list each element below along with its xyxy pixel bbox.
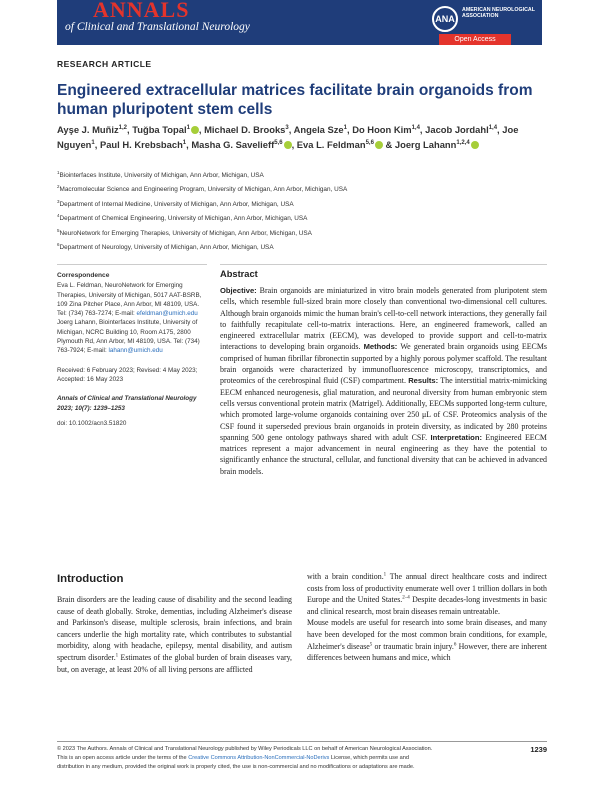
abstract-body <box>220 285 547 477</box>
citation-ref[interactable]: 2–4 <box>402 595 410 601</box>
citation-ref[interactable]: 5 <box>369 641 373 647</box>
author-name[interactable]: Masha G. Savelieff <box>191 138 275 150</box>
author-list: Ayşe J. Muñiz$^{1,2}$, Tuğba Topal$^1$ , Michael D. Brooks$^3$, Angela Sze$^1$, Do Hoon Kim$^{1,4}$, Jacob Jordahl$^{1,4}$, Joe Nguyen$^1$, Paul H. Krebsbach$^1$, Masha G. Savelieff$^{5,6}$ , Eva L. Feldman$^{5,6}$ & Joerg Lahann$^{1,2,4}$ <box>57 124 519 150</box>
orcid-icon[interactable] <box>375 141 383 149</box>
intro-paragraph-3: Mouse models are useful for research into some brain diseases, and many have been developed for the most common brain conditions, for example, Alzheimer's disease$^5$ or traumatic brain injury.$^6$ However, there are inherent differences between humans and mice, which <box>307 618 547 663</box>
license-link[interactable]: Creative Commons Attribution-NonCommercial-NoDerivs <box>188 755 330 762</box>
orcid-icon[interactable] <box>191 126 199 134</box>
email-link-feldman[interactable]: efeldman@umich.edu <box>136 310 198 318</box>
correspondence-sidebar <box>57 271 207 428</box>
citation: Annals of Clinical and Translational Neurology 2023; 10(7): 1239–1253 <box>57 395 197 412</box>
affiliation-item: $^1$Biointerfaces Institute, University of Michigan, Ann Arbor, Michigan, USA <box>57 170 264 180</box>
author-affiliation-sup: 1,4 <box>488 125 498 131</box>
journal-subtitle: of Clinical and Translational Neurology <box>65 21 250 33</box>
author-affiliation-sup: 1 <box>182 139 187 146</box>
citation-ref[interactable]: 1 <box>115 653 119 659</box>
affiliation-item: $^6$Department of Neurology, University of Michigan, Ann Arbor, Michigan, USA <box>57 242 274 252</box>
correspondence-feldman: Eva L. Feldman, NeuroNetwork for Emerging Therapies, University of Michigan, 5017 AAT-BSRB, 109 Zina Pitcher Place, Ann Arbor, MI 48109, USA. Tel: (734) 763-7274; E-mail: efeldman@umich.edu <box>57 282 202 318</box>
affiliation-item: $^5$NeuroNetwork for Emerging Therapies, University of Michigan, Ann Arbor, Michigan, USA <box>57 227 312 237</box>
interpretation-label: Interpretation: <box>430 432 482 442</box>
methods-text: We generated brain organoids using EECMs comprised of human fibrillar fibronectin supported by a highly porous polymer scaffold. The resultant brain organoids were characterized by immunofluorescence microscopy, transcriptomics, and proteomics of the cerebrospinal fluid (CSF) compartment. <box>220 342 547 386</box>
author-name[interactable]: Angela Sze <box>293 124 344 136</box>
correspondence-heading: Correspondence <box>57 272 110 279</box>
author-affiliation-sup: 1,2,4 <box>456 139 470 146</box>
affiliation-item: $^2$Macromolecular Science and Engineering Program, University of Michigan, Ann Arbor, Michigan, USA <box>57 184 348 194</box>
email-link-lahann[interactable]: lahann@umich.edu <box>108 347 163 355</box>
divider <box>57 264 207 265</box>
author-affiliation-sup: 1 <box>343 125 347 131</box>
orcid-icon[interactable] <box>284 141 292 149</box>
journal-banner <box>57 0 542 45</box>
author-name[interactable]: Michael D. Brooks <box>204 124 286 136</box>
page-number: 1239 <box>530 745 547 754</box>
author-affiliation-sup: 3 <box>285 125 289 131</box>
ana-logo-text: AMERICAN NEUROLOGICAL ASSOCIATION <box>462 7 535 19</box>
orcid-icon[interactable] <box>471 141 479 149</box>
intro-paragraph-2: with a brain condition.$^1$ The annual direct healthcare costs and indirect costs from loss of productivity enumerate well over 1 trillion dollars in both Europe and the United States.$^{2-4}$ Despite decades-long investments in basic and clinical research, most brain diseases remain untreatable. <box>307 572 548 616</box>
license-footer <box>57 745 497 773</box>
ana-logo[interactable] <box>432 6 536 34</box>
author-name[interactable]: Jacob Jordahl <box>425 124 489 136</box>
abstract-heading: Abstract <box>220 269 258 279</box>
results-label: Results: <box>408 376 439 386</box>
interpretation-text: Engineered EECM matrices represent a major advancement in neural engineering as they have the potential to significantly enhance the structural, cellular, and functional diversity that can be achieved in advanced brain models. <box>220 432 547 476</box>
objective-text: Brain organoids are miniaturized in vitro brain models generated from pluripotent stem cells, which resemble full-sized brain more closely than conventional two-dimensional cell cultures. Although brain organoids mimic the human brain's cell-to-cell network interactions, they generally fail to faithfully recapitulate cell-to-matrix interactions. Here, an engineered framework, called an engineered extracellular matrix (EECM), was developed to provide support and cell-to-matrix interactions to developing brain organoids. <box>220 286 547 352</box>
divider <box>220 264 547 265</box>
article-type: RESEARCH ARTICLE <box>57 59 152 69</box>
journal-name: ANNALS <box>93 0 190 22</box>
author-name[interactable]: Eva L. Feldman <box>296 138 366 150</box>
citation-ref[interactable]: 6 <box>453 641 457 647</box>
author-name[interactable]: Ayşe J. Muñiz <box>57 124 119 136</box>
objective-label: Objective: <box>220 286 257 295</box>
citation-ref[interactable]: 1 <box>383 572 387 578</box>
author-affiliation-sup: 1,4 <box>411 125 420 131</box>
author-name[interactable]: Joerg Lahann <box>394 138 457 150</box>
intro-column-2 <box>307 571 547 664</box>
author-affiliation-sup: 5,6 <box>365 139 374 146</box>
results-text: The interstitial matrix-mimicking EECM enhanced neurogenesis, glial maturation, and neuronal diversity from human embryonic stem cells versus conventional protein matrix (Matrigel). Additionally, EECMs supported long-term culture, which promoted large-volume organoids containing over 250 μL of CSF. Proteomics analysis of the CSF found it superseded previous brain organoids in protein diversity, as indicated by 280 proteins spanning 500 gene ontology pathways shared with adult CSF. <box>220 376 548 442</box>
article-dates: Received: 6 February 2023; Revised: 4 May 2023; Accepted: 16 May 2023 <box>57 366 198 383</box>
author-affiliation-sup: 1,2 <box>118 125 127 131</box>
affiliations <box>57 167 477 254</box>
journal-brand[interactable] <box>65 0 395 45</box>
open-access-badge: Open Access <box>439 34 511 45</box>
author-affiliation-sup: 5,6 <box>274 139 283 146</box>
license-terms: distribution in any medium, provided the original work is properly cited, the use is non-commercial and no modifications or adaptations are made. <box>57 764 415 771</box>
affiliation-item: $^4$Department of Chemical Engineering, University of Michigan, Ann Arbor, Michigan, USA <box>57 213 308 223</box>
license-line: This is an open access article under the terms of the Creative Commons Attribution-NonCommercial-NoDerivs License, which permits use and <box>57 755 409 762</box>
copyright-line: © 2023 The Authors. Annals of Clinical and Translational Neurology published by Wiley Periodicals LLC on behalf of American Neurological Association. <box>57 746 433 752</box>
footer-divider <box>57 741 547 742</box>
author-affiliation-sup: 1 <box>91 139 95 146</box>
methods-label: Methods: <box>363 342 398 352</box>
ana-logo-icon: ANA <box>432 6 458 32</box>
author-affiliation-sup: 1 <box>186 125 190 131</box>
author-name[interactable]: Do Hoon Kim <box>352 124 412 136</box>
article-title: Engineered extracellular matrices facilitate brain organoids from human pluripotent stem cells <box>57 82 533 118</box>
correspondence-lahann: Joerg Lahann, Biointerfaces Institute, University of Michigan, NCRC Building 10, Room A175, 2800 Plymouth Rd, Ann Arbor, MI 48109, USA. Tel: (734) 763-7924; E-mail: lahann@umich.edu <box>57 319 200 355</box>
intro-paragraph-1: Brain disorders are the leading cause of disability and the second leading cause of death globally. Stroke, dementias, including Alzheimer's disease and Parkinson's disease, multiple sclerosis, brain infections, and brain cancers underlie the high mortality rate, which contributes to substantial morbidity, along with headache, epilepsy, mental disability, and autism spectrum disorder.$^1$ Estimates of the global burden of brain diseases vary, but, on average, at least 20% of all living persons are afflicted <box>57 595 292 674</box>
doi[interactable]: doi: 10.1002/acn3.51820 <box>57 419 127 427</box>
author-name[interactable]: Tuğba Topal <box>132 124 187 136</box>
abstract <box>220 269 547 477</box>
author-name[interactable]: Paul H. Krebsbach <box>99 138 183 150</box>
affiliation-item: $^3$Department of Internal Medicine, University of Michigan, Ann Arbor, Michigan, USA <box>57 198 294 208</box>
author-name[interactable]: Joe Nguyen <box>57 124 519 150</box>
introduction-heading: Introduction <box>57 573 124 585</box>
